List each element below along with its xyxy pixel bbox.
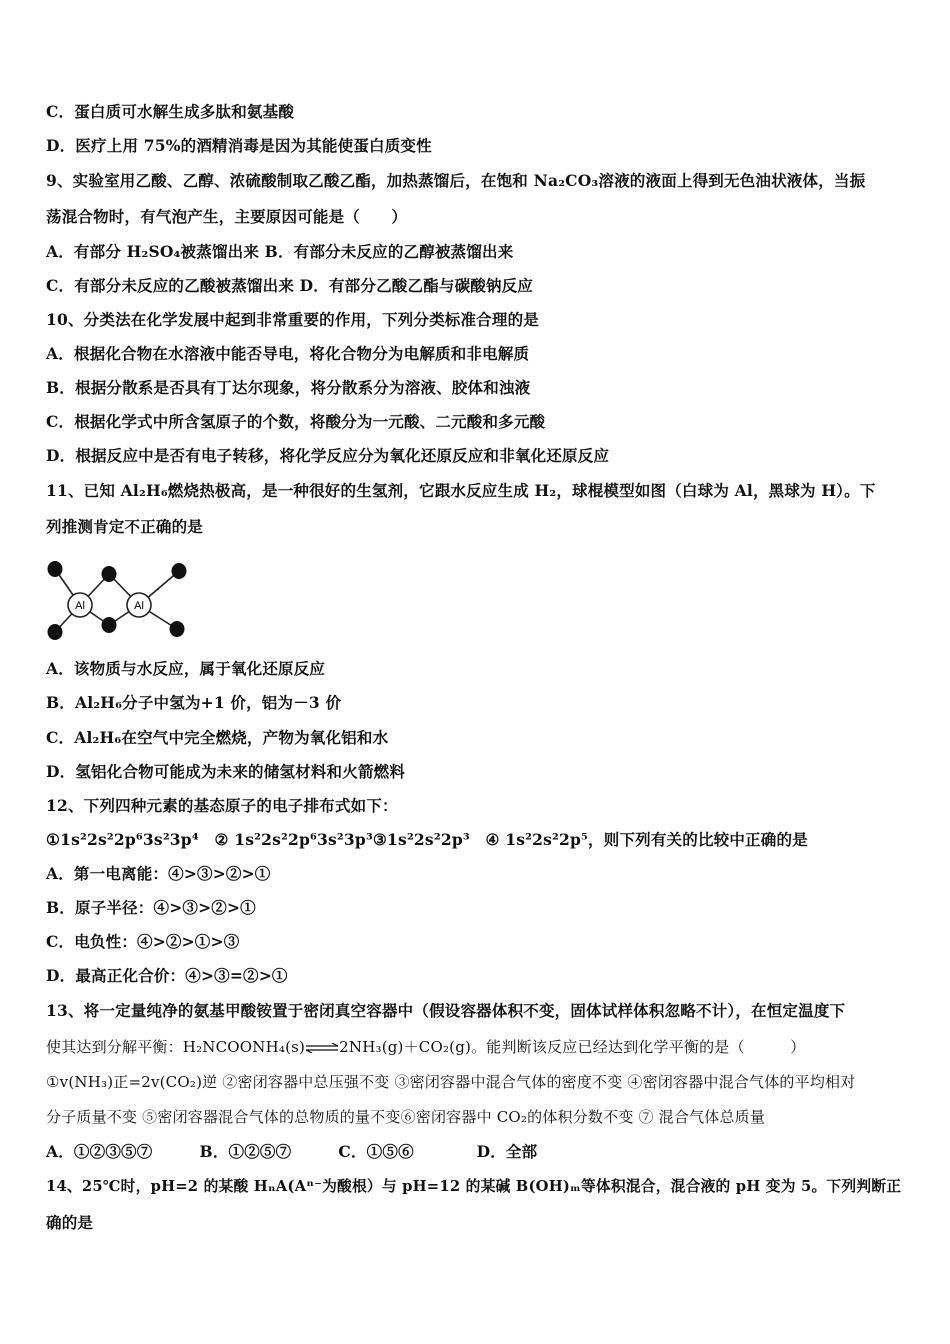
q13-conditions-line2: 分子质量不变 ⑤密闭容器混合气体的总物质的量不变⑥密闭容器中 CO₂的体积分数不变 ⑦ 混合气体总质量 xyxy=(46,1108,766,1126)
q9-options-cd: C．有部分未反应的乙酸被蒸馏出来 D．有部分乙酸乙酯与碳酸钠反应 xyxy=(46,276,534,295)
q11-option-b: B．Al₂H₆分子中氢为+1 价，铝为－3 价 xyxy=(46,693,342,712)
q12-option-a: A．第一电离能：④>③>②>① xyxy=(46,864,271,883)
q10-stem: 10、分类法在化学发展中起到非常重要的作用，下列分类标准合理的是 xyxy=(46,310,539,329)
q12-option-b: B．原子半径：④>③>②>① xyxy=(46,898,256,917)
q12-option-d: D．最高正化合价：④>③=②>① xyxy=(46,966,288,985)
q13-conditions-line1: ①v(NH₃)正=2v(CO₂)逆 ②密闭容器中总压强不变 ③密闭容器中混合气体的密度不变 ④密闭容器中混合气体的平均相对 xyxy=(46,1073,856,1091)
equilibrium-arrow-icon xyxy=(305,1043,339,1053)
hydrogen-atom xyxy=(102,566,117,582)
atom-label: Al xyxy=(75,600,85,612)
q11-option-a: A．该物质与水反应，属于氧化还原反应 xyxy=(46,659,326,678)
q13-options: A．①②③⑤⑦ B．①②⑤⑦ C．①⑤⑥ D．全部 xyxy=(46,1142,538,1161)
q12-option-c: C．电负性：④>②>①>③ xyxy=(46,932,240,951)
q10-option-d: D．根据反应中是否有电子转移，将化学反应分为氧化还原反应和非氧化还原反应 xyxy=(46,446,610,465)
q8-option-d: D．医疗上用 75%的酒精消毒是因为其能使蛋白质变性 xyxy=(46,136,432,155)
hydrogen-atom xyxy=(172,563,187,579)
q13-stem-line1: 13、将一定量纯净的氨基甲酸铵置于密闭真空容器中（假设容器体积不变，固体试样体积忽略不计），在恒定温度下 xyxy=(46,1001,846,1020)
q14-stem-line2: 确的是 xyxy=(46,1213,94,1232)
hydrogen-atom xyxy=(48,561,63,577)
q13-equation-right: 2NH₃(g)＋CO₂(g)。能判断该反应已经达到化学平衡的是（ ） xyxy=(339,1038,806,1056)
hydrogen-atom xyxy=(170,621,185,637)
q11-stem-line2: 列推测肯定不正确的是 xyxy=(46,517,204,536)
q10-option-b: B．根据分散系是否具有丁达尔现象，将分散系分为溶液、胶体和浊液 xyxy=(46,378,531,397)
q9-stem-line1: 9、实验室用乙酸、乙醇、浓硫酸制取乙酸乙酯，加热蒸馏后，在饱和 Na₂CO₃溶液的液面上得到无色油状液体，当振 xyxy=(46,171,866,190)
atom-label: Al xyxy=(134,600,144,612)
q12-configurations: ①1s²2s²2p⁶3s²3p⁴ ② 1s²2s²2p⁶3s²3p³③1s²2s²2p³ ④ 1s²2s²2p⁵，则下列有关的比较中正确的是 xyxy=(46,830,808,849)
q11-option-d: D．氢铝化合物可能成为未来的储氢材料和火箭燃料 xyxy=(46,762,406,781)
q9-stem-line2: 荡混合物时，有气泡产生，主要原因可能是（ ） xyxy=(46,207,408,226)
al2h6-ball-stick-model xyxy=(40,552,196,644)
hydrogen-atom xyxy=(102,617,117,633)
hydrogen-atom xyxy=(48,624,63,640)
q9-options-ab: A．有部分 H₂SO₄被蒸馏出来 B．有部分未反应的乙醇被蒸馏出来 xyxy=(46,242,514,261)
q11-stem-line1: 11、已知 Al₂H₆燃烧热极高，是一种很好的生氢剂，它跟水反应生成 H₂，球棍模型如图（白球为 Al，黑球为 H）。下 xyxy=(46,481,876,500)
q8-option-c: C．蛋白质可水解生成多肽和氨基酸 xyxy=(46,102,295,121)
q11-option-c: C．Al₂H₆在空气中完全燃烧，产物为氧化铝和水 xyxy=(46,728,389,747)
q10-option-a: A．根据化合物在水溶液中能否导电，将化合物分为电解质和非电解质 xyxy=(46,344,530,363)
q14-stem-line1: 14、25℃时，pH=2 的某酸 HₙA(Aⁿ⁻为酸根）与 pH=12 的某碱 B(OH)ₘ等体积混合，混合液的 pH 变为 5。下列判断正 xyxy=(46,1178,902,1195)
q10-option-c: C．根据化学式中所含氢原子的个数，将酸分为一元酸、二元酸和多元酸 xyxy=(46,412,546,431)
q12-stem: 12、下列四种元素的基态原子的电子排布式如下： xyxy=(46,796,398,815)
q13-equation-left: 使其达到分解平衡：H₂NCOONH₄(s) xyxy=(46,1038,306,1056)
q13-equation-line xyxy=(46,1037,806,1057)
